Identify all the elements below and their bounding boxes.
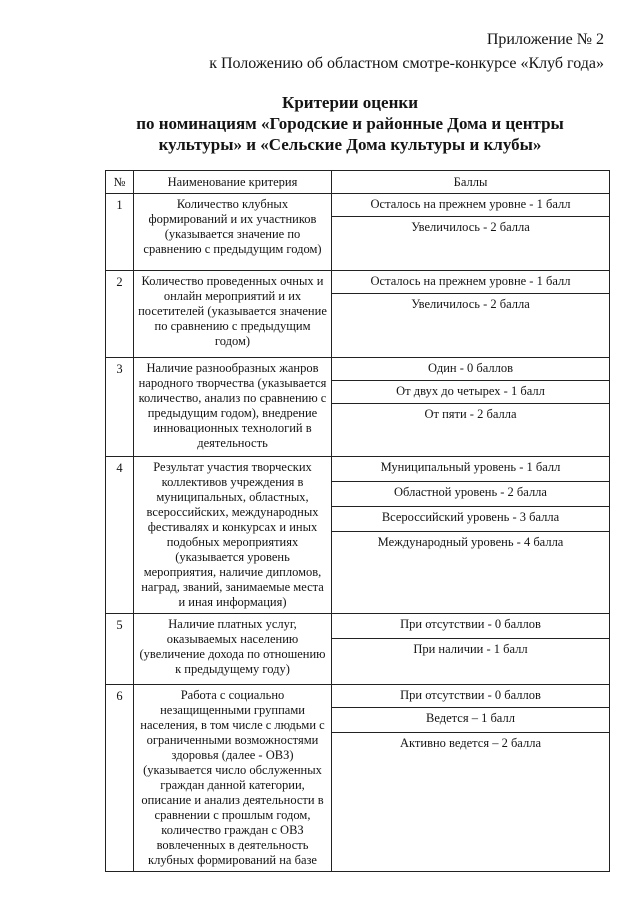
score-option: При отсутствии - 0 баллов: [332, 685, 609, 708]
criteria-table: [105, 170, 610, 872]
regulation-reference: к Положению об областном смотре-конкурсе «Клуб года»: [209, 55, 604, 72]
score-options: [332, 194, 610, 271]
score-option: Всероссийский уровень - 3 балла: [332, 507, 609, 532]
title-line-1: Критерии оценки: [282, 93, 418, 112]
header-criterion-name: Наименование критерия: [134, 171, 332, 194]
score-option: Активно ведется – 2 балла: [399, 736, 541, 750]
score-option: При отсутствии - 0 баллов: [332, 614, 609, 639]
row-number: 4: [106, 457, 134, 614]
score-options: [332, 685, 610, 872]
score-option: Осталось на прежнем уровне - 1 балл: [332, 194, 609, 217]
score-option: От пяти - 2 балла: [424, 407, 517, 421]
score-options: [332, 271, 610, 358]
appendix-label: Приложение № 2: [486, 31, 604, 48]
title-line-2: по номинациям «Городские и районные Дома и центры: [136, 114, 564, 133]
score-option: Осталось на прежнем уровне - 1 балл: [332, 271, 609, 294]
row-number: 5: [106, 614, 134, 685]
score-option: При наличии - 1 балл: [413, 642, 528, 656]
criterion-name: Результат участия творческих коллективов учреждения в муниципальных, областных, всероссийских, международных фестивалях и конкурсах и иных подобных мероприятиях (указывается уровень мероприятия, наличие дипломов, наград, званий, занимаемые места и иная информация): [134, 457, 332, 614]
score-option: Областной уровень - 2 балла: [332, 482, 609, 507]
table-row: [106, 271, 610, 358]
score-option: Увеличилось - 2 балла: [411, 297, 530, 311]
score-option: Увеличилось - 2 балла: [411, 220, 530, 234]
score-options: [332, 614, 610, 685]
table-row: [106, 685, 610, 872]
score-option: Муниципальный уровень - 1 балл: [332, 457, 609, 482]
header-score: Баллы: [332, 171, 610, 194]
score-option: Один - 0 баллов: [332, 358, 609, 381]
criterion-name: Работа с социально незащищенными группами населения, в том числе с людьми с ограниченными возможностями здоровья (далее - ОВЗ) (указывается число обслуженных граждан данной категории, описание и анализ деятельности в сравнении с прошлым годом, количество граждан с ОВЗ вовлеченных в деятельность клубных формирований на базе: [134, 685, 332, 872]
table-row: [106, 614, 610, 685]
row-number: 1: [106, 194, 134, 271]
score-option: От двух до четырех - 1 балл: [332, 381, 609, 404]
table-row: [106, 194, 610, 271]
table-row: [106, 358, 610, 457]
row-number: 6: [106, 685, 134, 872]
row-number: 2: [106, 271, 134, 358]
criterion-name: Количество клубных формирований и их участников (указывается значение по сравнению с предыдущим годом): [134, 194, 332, 271]
score-options: [332, 457, 610, 614]
criterion-name: Наличие разнообразных жанров народного творчества (указывается количество, анализ по сравнению с предыдущим годом), внедрение инновационных технологий в деятельность: [134, 358, 332, 457]
row-number: 3: [106, 358, 134, 457]
score-option: Международный уровень - 4 балла: [377, 535, 564, 549]
document-title: [100, 92, 600, 155]
table-header-row: [106, 171, 610, 194]
title-line-3: культуры» и «Сельские Дома культуры и клубы»: [158, 135, 542, 154]
score-option: Ведется – 1 балл: [332, 708, 609, 733]
table-row: [106, 457, 610, 614]
criterion-name: Наличие платных услуг, оказываемых населению (увеличение дохода по отношению к предыдущему году): [134, 614, 332, 685]
criterion-name: Количество проведенных очных и онлайн мероприятий и их посетителей (указывается значение по сравнению с предыдущим годом): [134, 271, 332, 358]
header-number: №: [106, 171, 134, 194]
score-options: [332, 358, 610, 457]
